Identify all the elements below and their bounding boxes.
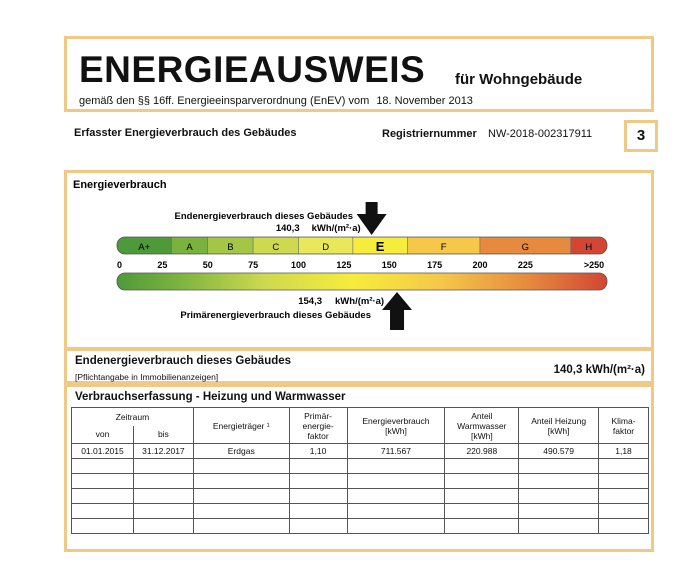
- header-energieverbrauch-l1: Energieverbrauch: [362, 415, 430, 426]
- legal-text: gemäß den §§ 16ff. Energieeinsparverordnung (EnEV) vom: [79, 95, 370, 107]
- end-energy-unit: kWh/(m²·a): [311, 223, 361, 234]
- page-number: 3: [624, 120, 658, 152]
- tick-label: 150: [381, 260, 397, 270]
- header-heizung-l1: Anteil Heizung: [531, 415, 587, 426]
- header-primaer-l3: faktor: [307, 430, 329, 441]
- header-energietraeger: Energieträger ¹: [193, 408, 289, 444]
- primary-energy-label: Primärenergieverbrauch dieses Gebäudes: [180, 310, 371, 321]
- class-label: B: [227, 242, 234, 253]
- tick-label: 25: [157, 260, 168, 270]
- table-row-empty: [72, 504, 649, 519]
- table-row-empty: [72, 474, 649, 489]
- table-row: [72, 444, 649, 459]
- class-label: H: [585, 242, 593, 253]
- energy-scale-panel: [64, 170, 654, 350]
- header-heizung: [519, 408, 599, 444]
- header-warmwasser-l1: Anteil: [471, 410, 493, 421]
- cell-verbrauch: 711.567: [347, 444, 445, 459]
- primary-energy-arrow-icon: [382, 292, 412, 330]
- cell-von: 01.01.2015: [72, 444, 134, 459]
- certificate-header: [64, 36, 654, 112]
- class-label: C: [272, 242, 280, 253]
- class-label: D: [322, 242, 330, 253]
- tick-label: 75: [248, 260, 259, 270]
- header-warmwasser-l3: [kWh]: [470, 430, 493, 441]
- cell-faktor: 1,10: [289, 444, 347, 459]
- scale-title: Energieverbrauch: [73, 179, 167, 191]
- legal-basis: [79, 95, 473, 107]
- cell-warmwasser: 220.988: [445, 444, 519, 459]
- end-energy-label: Endenergieverbrauch dieses Gebäudes: [174, 211, 353, 222]
- tick-label: 200: [472, 260, 488, 270]
- class-label: A: [186, 242, 193, 253]
- registration-label: Registriernummer: [382, 128, 477, 140]
- header-warmwasser: [445, 408, 519, 444]
- end-energy-arrow-icon: [357, 202, 387, 235]
- cell-klima: 1,18: [599, 444, 649, 459]
- primary-energy-value: 154,3: [298, 296, 323, 307]
- summary-value: 140,3 kWh/(m²·a): [553, 364, 645, 376]
- section-label: Erfasster Energieverbrauch des Gebäudes: [74, 127, 297, 139]
- summary-title: Endenergieverbrauch dieses Gebäudes: [75, 355, 292, 367]
- primary-energy-unit: kWh/(m²·a): [335, 296, 385, 307]
- header-heizung-l2: [kWh]: [547, 425, 570, 436]
- end-energy-value: 140,3: [275, 223, 300, 234]
- document-title: ENERGIEAUSWEIS: [79, 49, 426, 90]
- class-label: E: [375, 239, 385, 254]
- tick-label: 175: [427, 260, 443, 270]
- header-klima-l2: faktor: [612, 425, 635, 436]
- class-label: A+: [138, 242, 151, 253]
- summary-panel: [64, 348, 654, 384]
- tick-label: 225: [517, 260, 533, 270]
- info-row: [74, 126, 654, 146]
- energy-scale-chart: [67, 173, 651, 347]
- cell-heizung: 490.579: [519, 444, 599, 459]
- tick-label: 100: [290, 260, 306, 270]
- header-energieverbrauch-l2: [kWh]: [385, 425, 407, 436]
- header-klimafaktor: [599, 408, 649, 444]
- header-energieverbrauch: [347, 408, 445, 444]
- cell-traeger: Erdgas: [193, 444, 289, 459]
- header-primaerenergiefaktor: [289, 408, 347, 444]
- header-klima-l1: Klima-: [611, 415, 636, 426]
- consumption-table: [71, 407, 649, 534]
- table-row-empty: [72, 519, 649, 534]
- cell-bis: 31.12.2017: [133, 444, 193, 459]
- header-primaer-l2: energie-: [302, 420, 334, 431]
- document-subtitle: für Wohngebäude: [455, 71, 583, 88]
- tick-label: 0: [117, 260, 123, 270]
- table-row-empty: [72, 459, 649, 474]
- legal-date: 18. November 2013: [376, 95, 473, 107]
- header-bis: bis: [133, 426, 193, 444]
- primary-energy-bar: [117, 273, 607, 290]
- header-von: von: [72, 426, 134, 444]
- registration-number: NW-2018-002317911: [488, 128, 593, 140]
- class-label: F: [440, 242, 447, 253]
- class-label: G: [521, 242, 530, 253]
- tick-label: 50: [202, 260, 213, 270]
- summary-note: [Pflichtangabe in Immobilienanzeigen]: [75, 372, 219, 382]
- tick-label: >250: [583, 260, 605, 270]
- header-zeitraum: Zeitraum: [72, 408, 194, 426]
- header-warmwasser-l2: Warmwasser: [457, 420, 507, 431]
- header-primaer-l1: Primär-: [304, 410, 332, 421]
- consumption-table-panel: [64, 384, 654, 552]
- table-title: Verbrauchserfassung - Heizung und Warmwasser: [75, 391, 346, 403]
- tick-label: 125: [336, 260, 352, 270]
- table-row-empty: [72, 489, 649, 504]
